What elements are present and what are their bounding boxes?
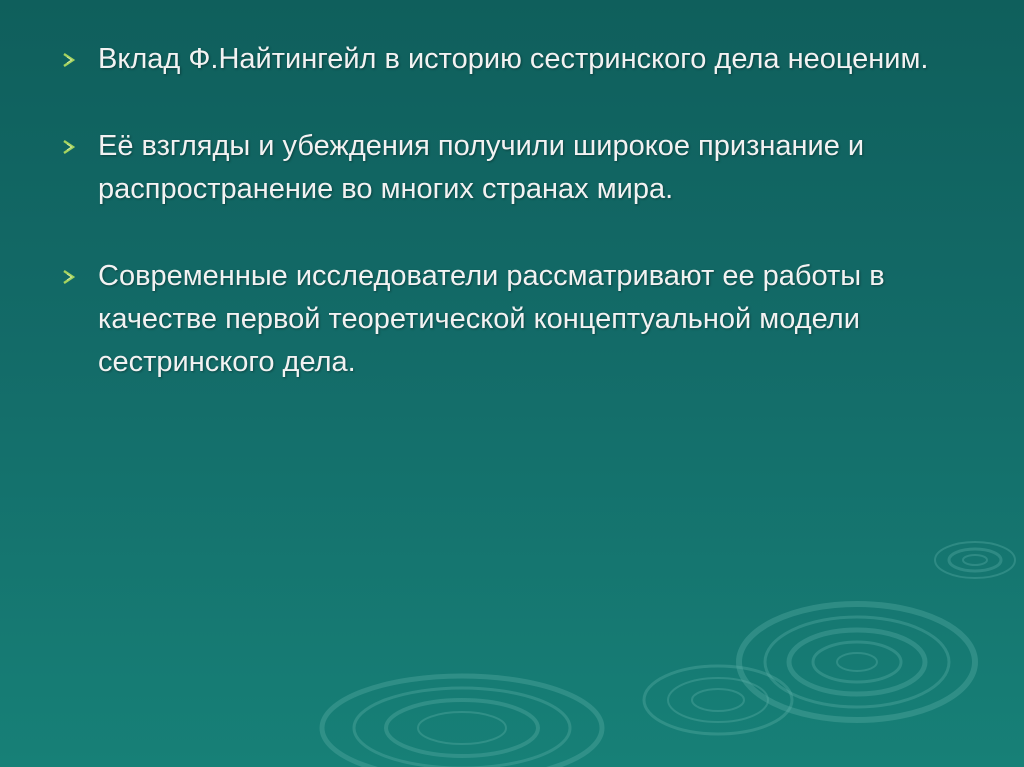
bullet-list (62, 38, 962, 428)
chevron-right-icon (62, 139, 76, 155)
bullet-item (62, 125, 962, 211)
bullet-text: Её взгляды и убеждения получили широкое признание и распространение во многих странах мира. (98, 130, 865, 205)
chevron-right-icon (62, 269, 76, 285)
bullet-item (62, 38, 962, 81)
chevron-right-icon (62, 52, 76, 68)
bullet-text: Вклад Ф.Найтингейл в историю сестринского дела неоценим. (98, 43, 929, 75)
bullet-text: Современные исследователи рассматривают ее работы в качестве первой теоретической концептуальной модели сестринского дела. (98, 260, 885, 378)
bullet-item (62, 255, 962, 384)
